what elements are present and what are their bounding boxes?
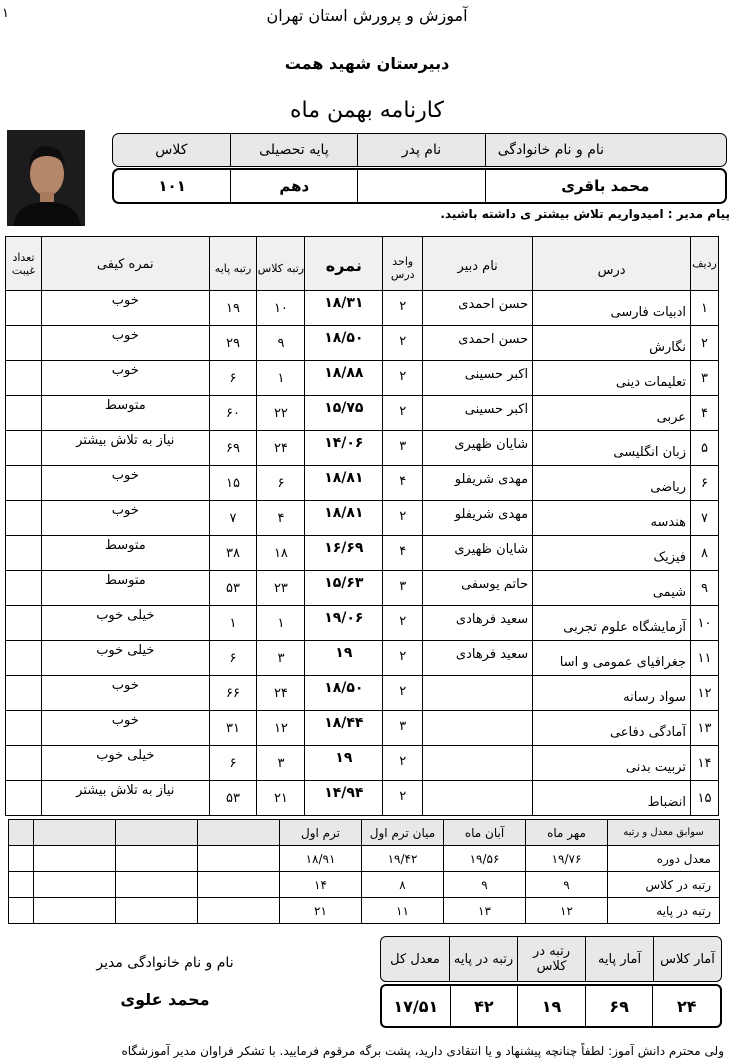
stat-grade-rank: ۴۲ xyxy=(450,986,518,1026)
cell-row: ۴ xyxy=(691,396,719,431)
history-empty-col xyxy=(9,820,34,846)
stat-header-class-count: آمار کلاس xyxy=(653,937,721,981)
history-empty-cell xyxy=(198,898,280,924)
grade-row xyxy=(6,781,719,816)
cell-teacher xyxy=(423,781,533,816)
history-row xyxy=(9,898,720,924)
history-value: ۱۹/۴۲ xyxy=(362,846,444,872)
header-name: نام و نام خانوادگی xyxy=(485,134,726,166)
stat-header-average: معدل کل xyxy=(390,951,440,967)
cell-lesson: انضباط xyxy=(533,781,691,816)
cell-teacher: سعید فرهادی xyxy=(423,606,533,641)
history-row-label: معدل دوره xyxy=(608,846,720,872)
grade-row xyxy=(6,501,719,536)
grades-table xyxy=(5,236,719,816)
grade-row xyxy=(6,641,719,676)
cell-absences xyxy=(6,746,42,781)
stats-header xyxy=(380,936,722,982)
history-empty-col xyxy=(34,820,116,846)
cell-units: ۲ xyxy=(383,641,423,676)
principal-label: نام و نام خانوادگی مدیر xyxy=(96,955,234,971)
father-name xyxy=(357,170,484,202)
history-empty-cell xyxy=(116,846,198,872)
cell-grade-rank: ۱۵ xyxy=(209,466,257,501)
cell-lesson: عربی xyxy=(533,396,691,431)
cell-score: ۱۵/۷۵ xyxy=(305,396,383,431)
cell-row: ۷ xyxy=(691,501,719,536)
cell-lesson: جغرافیای عمومی و اسا xyxy=(533,641,691,676)
cell-teacher xyxy=(423,746,533,781)
cell-score: ۱۸/۳۱ xyxy=(305,291,383,326)
grade-row xyxy=(6,536,719,571)
cell-absences xyxy=(6,536,42,571)
cell-grade-rank: ۶۹ xyxy=(209,431,257,466)
cell-qualitative: متوسط xyxy=(42,571,210,606)
history-value: ۹ xyxy=(526,872,608,898)
cell-units: ۲ xyxy=(383,326,423,361)
report-title: کارنامه بهمن ماه xyxy=(290,98,444,123)
history-table xyxy=(8,819,720,924)
cell-row: ۱۱ xyxy=(691,641,719,676)
cell-class-rank: ۲۱ xyxy=(257,781,305,816)
grade-row xyxy=(6,606,719,641)
cell-score: ۱۸/۵۰ xyxy=(305,326,383,361)
history-month: مهر ماه xyxy=(526,820,608,846)
grade-row xyxy=(6,326,719,361)
th-lesson: درس xyxy=(533,237,691,291)
cell-lesson: هندسه xyxy=(533,501,691,536)
cell-score: ۱۸/۸۸ xyxy=(305,361,383,396)
cell-score: ۱۵/۶۳ xyxy=(305,571,383,606)
grade-row xyxy=(6,711,719,746)
cell-qualitative: خوب xyxy=(42,676,210,711)
cell-class-rank: ۲۳ xyxy=(257,571,305,606)
cell-units: ۲ xyxy=(383,291,423,326)
history-empty-cell xyxy=(198,872,280,898)
history-empty-col xyxy=(116,820,198,846)
cell-units: ۲ xyxy=(383,501,423,536)
history-empty-cell xyxy=(116,872,198,898)
header-father: نام پدر xyxy=(357,134,485,166)
cell-qualitative: متوسط xyxy=(42,536,210,571)
history-empty-cell xyxy=(34,846,116,872)
cell-class-rank: ۱۰ xyxy=(257,291,305,326)
student-class: ۱۰۱ xyxy=(158,177,186,195)
cell-qualitative: خوب xyxy=(42,361,210,396)
th-units: واحد درس xyxy=(383,237,423,291)
principal-message: پیام مدیر : امیدواریم تلاش بیشتر ی داشته باشید. xyxy=(440,207,730,221)
history-empty-cell xyxy=(34,898,116,924)
stat-header-class-rank: رتبه در کلاس xyxy=(517,937,585,981)
header-grade: پایه تحصیلی xyxy=(230,134,358,166)
cell-units: ۴ xyxy=(383,536,423,571)
school-name: دبیرستان شهید همت xyxy=(284,54,450,73)
cell-class-rank: ۲۲ xyxy=(257,396,305,431)
cell-teacher: اکبر حسینی xyxy=(423,396,533,431)
grade-row xyxy=(6,571,719,606)
cell-units: ۳ xyxy=(383,711,423,746)
cell-grade-rank: ۲۹ xyxy=(209,326,257,361)
cell-absences xyxy=(6,571,42,606)
stat-grade-count: ۶۹ xyxy=(585,986,653,1026)
cell-row: ۱۲ xyxy=(691,676,719,711)
history-row xyxy=(9,872,720,898)
cell-teacher: مهدی شریفلو xyxy=(423,501,533,536)
student-info-header xyxy=(112,133,727,167)
cell-score: ۱۶/۶۹ xyxy=(305,536,383,571)
cell-lesson: ادبیات فارسی xyxy=(533,291,691,326)
history-month: ترم اول xyxy=(280,820,362,846)
cell-grade-rank: ۷ xyxy=(209,501,257,536)
cell-row: ۱ xyxy=(691,291,719,326)
history-empty-cell xyxy=(34,872,116,898)
history-value: ۱۳ xyxy=(444,898,526,924)
cell-grade-rank: ۵۳ xyxy=(209,571,257,606)
cell-teacher: سعید فرهادی xyxy=(423,641,533,676)
cell-teacher: اکبر حسینی xyxy=(423,361,533,396)
cell-units: ۳ xyxy=(383,571,423,606)
cell-class-rank: ۲۴ xyxy=(257,676,305,711)
cell-class-rank: ۱ xyxy=(257,361,305,396)
th-score: نمره xyxy=(305,237,383,291)
history-value: ۱۸/۹۱ xyxy=(280,846,362,872)
history-empty-cell xyxy=(116,898,198,924)
cell-grade-rank: ۶۰ xyxy=(209,396,257,431)
stats-values xyxy=(380,984,722,1028)
cell-absences xyxy=(6,501,42,536)
cell-qualitative: خیلی خوب xyxy=(42,641,210,676)
cell-row: ۱۴ xyxy=(691,746,719,781)
cell-grade-rank: ۱۹ xyxy=(209,291,257,326)
student-grade: دهم xyxy=(230,170,357,202)
th-grade-rank: رتبه پایه xyxy=(209,237,257,291)
history-value: ۱۹/۷۶ xyxy=(526,846,608,872)
cell-score: ۱۴/۹۴ xyxy=(305,781,383,816)
cell-absences xyxy=(6,361,42,396)
cell-lesson: آمادگی دفاعی xyxy=(533,711,691,746)
cell-lesson: زبان انگلیسی xyxy=(533,431,691,466)
cell-absences xyxy=(6,781,42,816)
history-value: ۱۲ xyxy=(526,898,608,924)
cell-class-rank: ۱۲ xyxy=(257,711,305,746)
cell-class-rank: ۲۴ xyxy=(257,431,305,466)
cell-qualitative: خوب xyxy=(42,711,210,746)
cell-grade-rank: ۶ xyxy=(209,641,257,676)
history-empty-cell xyxy=(9,872,34,898)
cell-class-rank: ۱۸ xyxy=(257,536,305,571)
history-value: ۹ xyxy=(444,872,526,898)
th-absences: تعداد غیبت xyxy=(6,237,42,291)
cell-grade-rank: ۳۸ xyxy=(209,536,257,571)
cell-score: ۱۹ xyxy=(305,746,383,781)
cell-teacher: شایان ظهیری xyxy=(423,431,533,466)
cell-lesson: تربیت بدنی xyxy=(533,746,691,781)
history-value: ۱۴ xyxy=(280,872,362,898)
cell-score: ۱۸/۵۰ xyxy=(305,676,383,711)
history-empty-cell xyxy=(9,846,34,872)
history-value: ۸ xyxy=(362,872,444,898)
cell-row: ۵ xyxy=(691,431,719,466)
cell-score: ۱۹/۰۶ xyxy=(305,606,383,641)
cell-class-rank: ۳ xyxy=(257,641,305,676)
cell-class-rank: ۴ xyxy=(257,501,305,536)
page-number: ۱ xyxy=(2,6,9,21)
cell-teacher: شایان ظهیری xyxy=(423,536,533,571)
cell-lesson: سواد رسانه xyxy=(533,676,691,711)
cell-absences xyxy=(6,711,42,746)
cell-score: ۱۹ xyxy=(305,641,383,676)
th-qualitative: نمره کیفی xyxy=(42,237,210,291)
cell-units: ۳ xyxy=(383,431,423,466)
stat-header-grade-count: آمار پایه xyxy=(585,937,653,981)
cell-absences xyxy=(6,326,42,361)
cell-row: ۱۳ xyxy=(691,711,719,746)
cell-qualitative: خوب xyxy=(42,501,210,536)
cell-teacher xyxy=(423,711,533,746)
cell-qualitative: خوب xyxy=(42,466,210,501)
history-empty-col xyxy=(198,820,280,846)
cell-qualitative: نیاز به تلاش بیشتر xyxy=(42,781,210,816)
cell-absences xyxy=(6,466,42,501)
grade-row xyxy=(6,361,719,396)
cell-teacher: مهدی شریفلو xyxy=(423,466,533,501)
cell-row: ۸ xyxy=(691,536,719,571)
cell-absences xyxy=(6,291,42,326)
cell-absences xyxy=(6,606,42,641)
cell-row: ۹ xyxy=(691,571,719,606)
history-empty-cell xyxy=(198,846,280,872)
cell-class-rank: ۹ xyxy=(257,326,305,361)
cell-row: ۱۰ xyxy=(691,606,719,641)
cell-score: ۱۸/۴۴ xyxy=(305,711,383,746)
cell-qualitative: خیلی خوب xyxy=(42,606,210,641)
history-value: ۱۹/۵۶ xyxy=(444,846,526,872)
history-row-label: رتبه در کلاس xyxy=(608,872,720,898)
grades-header-row xyxy=(6,237,719,291)
cell-grade-rank: ۶۶ xyxy=(209,676,257,711)
history-value: ۲۱ xyxy=(280,898,362,924)
cell-lesson: فیزیک xyxy=(533,536,691,571)
grade-row xyxy=(6,676,719,711)
cell-absences xyxy=(6,641,42,676)
cell-grade-rank: ۱ xyxy=(209,606,257,641)
grade-row xyxy=(6,746,719,781)
cell-row: ۲ xyxy=(691,326,719,361)
principal-name: محمد علوی xyxy=(120,990,210,1009)
cell-qualitative: خوب xyxy=(42,291,210,326)
cell-qualitative: خیلی خوب xyxy=(42,746,210,781)
cell-absences xyxy=(6,676,42,711)
cell-score: ۱۸/۸۱ xyxy=(305,501,383,536)
header-class: کلاس xyxy=(155,142,188,158)
student-photo-image xyxy=(7,130,85,226)
cell-lesson: ریاضی xyxy=(533,466,691,501)
cell-qualitative: خوب xyxy=(42,326,210,361)
stat-class-count: ۲۴ xyxy=(652,986,720,1026)
cell-units: ۲ xyxy=(383,361,423,396)
student-photo xyxy=(7,130,85,226)
cell-grade-rank: ۶ xyxy=(209,746,257,781)
cell-teacher xyxy=(423,676,533,711)
history-row-label: رتبه در پایه xyxy=(608,898,720,924)
history-empty-cell xyxy=(9,898,34,924)
th-class-rank: رتبه کلاس xyxy=(257,237,305,291)
cell-grade-rank: ۶ xyxy=(209,361,257,396)
history-row xyxy=(9,846,720,872)
cell-teacher: حسن احمدی xyxy=(423,291,533,326)
history-corner: سوابق معدل و رتبه xyxy=(608,820,720,846)
stat-average: ۱۷/۵۱ xyxy=(393,996,439,1016)
organization-title: آموزش و پرورش استان تهران xyxy=(266,6,468,25)
stat-header-grade-rank: رتبه در پایه xyxy=(449,937,517,981)
grade-row xyxy=(6,466,719,501)
cell-class-rank: ۳ xyxy=(257,746,305,781)
history-value: ۱۱ xyxy=(362,898,444,924)
cell-teacher: حسن احمدی xyxy=(423,326,533,361)
cell-grade-rank: ۳۱ xyxy=(209,711,257,746)
cell-grade-rank: ۵۳ xyxy=(209,781,257,816)
cell-absences xyxy=(6,431,42,466)
th-teacher: نام دبیر xyxy=(423,237,533,291)
cell-row: ۶ xyxy=(691,466,719,501)
cell-units: ۲ xyxy=(383,746,423,781)
stat-class-rank: ۱۹ xyxy=(517,986,585,1026)
cell-lesson: تعلیمات دینی xyxy=(533,361,691,396)
cell-teacher: حاتم یوسفی xyxy=(423,571,533,606)
grade-row xyxy=(6,431,719,466)
cell-units: ۲ xyxy=(383,606,423,641)
cell-absences xyxy=(6,396,42,431)
footer-note: ولی محترم دانش آموز: لطفاً چنانچه پیشنهاد و یا انتقادی دارید، پشت برگه مرقوم فرمایید. با تشکر فراوان مدیر آموزشگاه xyxy=(121,1044,724,1058)
cell-qualitative: متوسط xyxy=(42,396,210,431)
cell-class-rank: ۱ xyxy=(257,606,305,641)
th-row: ردیف xyxy=(691,237,719,291)
student-info-values xyxy=(112,168,727,204)
cell-units: ۴ xyxy=(383,466,423,501)
history-month: آبان ماه xyxy=(444,820,526,846)
cell-row: ۱۵ xyxy=(691,781,719,816)
history-header-row xyxy=(9,820,720,846)
cell-units: ۲ xyxy=(383,781,423,816)
cell-lesson: نگارش xyxy=(533,326,691,361)
cell-units: ۲ xyxy=(383,396,423,431)
cell-row: ۳ xyxy=(691,361,719,396)
cell-score: ۱۴/۰۶ xyxy=(305,431,383,466)
cell-lesson: شیمی xyxy=(533,571,691,606)
cell-lesson: آزمایشگاه علوم تجربی xyxy=(533,606,691,641)
grade-row xyxy=(6,396,719,431)
grade-row xyxy=(6,291,719,326)
cell-class-rank: ۶ xyxy=(257,466,305,501)
cell-score: ۱۸/۸۱ xyxy=(305,466,383,501)
history-month: میان ترم اول xyxy=(362,820,444,846)
cell-units: ۲ xyxy=(383,676,423,711)
student-name: محمد باقری xyxy=(485,170,725,202)
cell-qualitative: نیاز به تلاش بیشتر xyxy=(42,431,210,466)
